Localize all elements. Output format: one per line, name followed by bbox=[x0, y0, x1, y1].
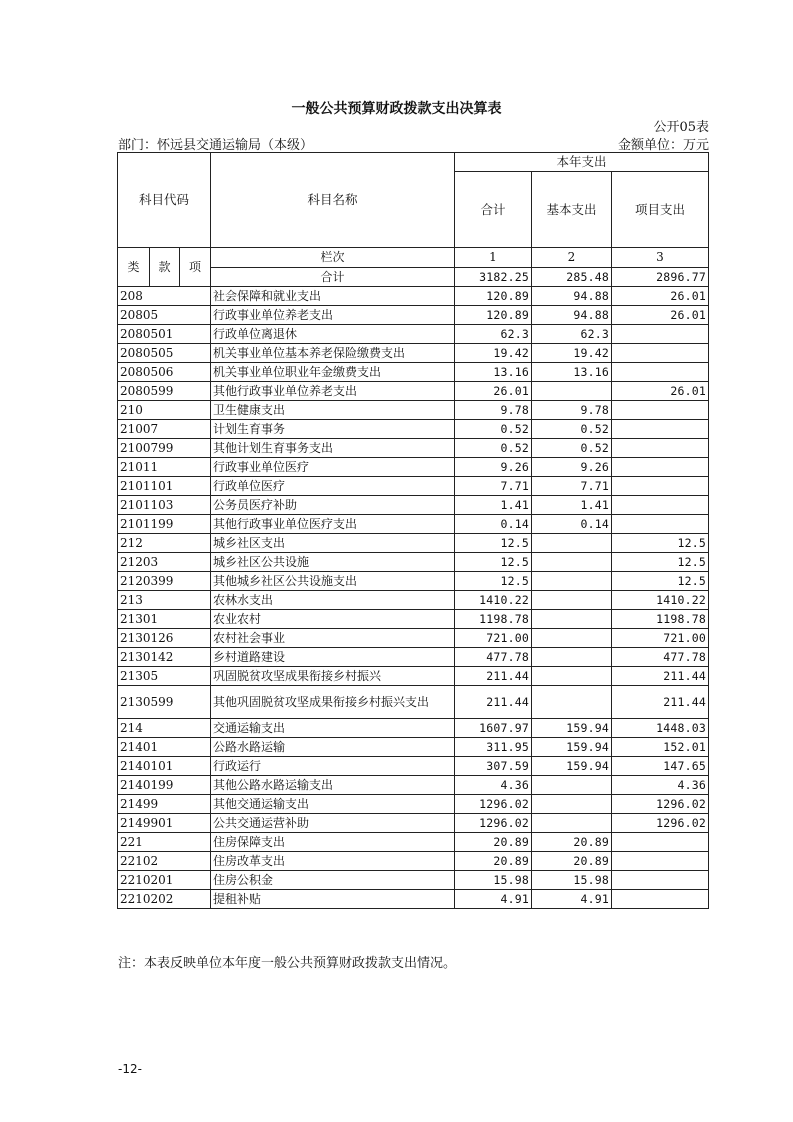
row-code: 2120399 bbox=[118, 572, 211, 591]
row-project: 26.01 bbox=[612, 306, 709, 325]
table-row bbox=[118, 287, 709, 306]
row-name: 其他城乡社区公共设施支出 bbox=[211, 572, 455, 591]
table-row bbox=[118, 776, 709, 795]
page-number: -12- bbox=[118, 1062, 142, 1076]
row-basic bbox=[532, 629, 612, 648]
table-row bbox=[118, 553, 709, 572]
row-name: 其他公路水路运输支出 bbox=[211, 776, 455, 795]
row-project bbox=[612, 401, 709, 420]
row-total: 1607.97 bbox=[455, 719, 532, 738]
row-code: 21301 bbox=[118, 610, 211, 629]
table-row bbox=[118, 629, 709, 648]
row-total: 20.89 bbox=[455, 833, 532, 852]
row-basic: 13.16 bbox=[532, 363, 612, 382]
row-name: 农村社会事业 bbox=[211, 629, 455, 648]
row-project: 1198.78 bbox=[612, 610, 709, 629]
row-total: 0.14 bbox=[455, 515, 532, 534]
row-total: 120.89 bbox=[455, 306, 532, 325]
row-basic: 4.91 bbox=[532, 890, 612, 909]
table-row bbox=[118, 890, 709, 909]
row-name: 城乡社区支出 bbox=[211, 534, 455, 553]
row-name: 公路水路运输 bbox=[211, 738, 455, 757]
row-name: 其他交通运输支出 bbox=[211, 795, 455, 814]
row-project: 26.01 bbox=[612, 287, 709, 306]
row-name: 计划生育事务 bbox=[211, 420, 455, 439]
row-project: 26.01 bbox=[612, 382, 709, 401]
row-code: 21203 bbox=[118, 553, 211, 572]
header-project: 项目支出 bbox=[612, 172, 709, 248]
header-col3: 3 bbox=[612, 248, 709, 268]
table-row bbox=[118, 477, 709, 496]
row-basic bbox=[532, 572, 612, 591]
table-row bbox=[118, 757, 709, 776]
row-basic: 94.88 bbox=[532, 287, 612, 306]
row-code: 2140199 bbox=[118, 776, 211, 795]
header-lanci: 栏次 bbox=[211, 248, 455, 268]
row-basic: 62.3 bbox=[532, 325, 612, 344]
row-basic bbox=[532, 795, 612, 814]
row-total: 4.36 bbox=[455, 776, 532, 795]
row-basic bbox=[532, 776, 612, 795]
row-code: 2210202 bbox=[118, 890, 211, 909]
row-name: 行政事业单位养老支出 bbox=[211, 306, 455, 325]
row-basic: 7.71 bbox=[532, 477, 612, 496]
row-total: 1296.02 bbox=[455, 814, 532, 833]
row-project bbox=[612, 871, 709, 890]
table-row bbox=[118, 719, 709, 738]
table-row bbox=[118, 515, 709, 534]
row-basic: 20.89 bbox=[532, 833, 612, 852]
row-basic bbox=[532, 591, 612, 610]
row-code: 2101199 bbox=[118, 515, 211, 534]
table-row bbox=[118, 363, 709, 382]
row-name: 公共交通运营补助 bbox=[211, 814, 455, 833]
header-xiang: 项 bbox=[180, 248, 211, 287]
table-row bbox=[118, 738, 709, 757]
row-total: 307.59 bbox=[455, 757, 532, 776]
row-basic: 20.89 bbox=[532, 852, 612, 871]
header-subject-name: 科目名称 bbox=[211, 153, 455, 248]
table-row bbox=[118, 795, 709, 814]
row-name: 卫生健康支出 bbox=[211, 401, 455, 420]
row-total: 7.71 bbox=[455, 477, 532, 496]
table-row bbox=[118, 686, 709, 719]
table-row bbox=[118, 852, 709, 871]
row-code: 2149901 bbox=[118, 814, 211, 833]
row-code: 2130126 bbox=[118, 629, 211, 648]
header-kuan: 款 bbox=[150, 248, 180, 287]
row-project: 211.44 bbox=[612, 667, 709, 686]
total-row-label: 合计 bbox=[211, 267, 455, 287]
table-note: 注：本表反映单位本年度一般公共预算财政拨款支出情况。 bbox=[118, 956, 457, 971]
row-project: 1296.02 bbox=[612, 814, 709, 833]
department-label: 部门：怀远县交通运输局（本级） bbox=[118, 138, 314, 153]
row-project: 1448.03 bbox=[612, 719, 709, 738]
table-row bbox=[118, 439, 709, 458]
row-basic: 159.94 bbox=[532, 757, 612, 776]
row-total: 12.5 bbox=[455, 553, 532, 572]
row-basic: 159.94 bbox=[532, 719, 612, 738]
row-total: 211.44 bbox=[455, 667, 532, 686]
row-name: 机关事业单位职业年金缴费支出 bbox=[211, 363, 455, 382]
row-name: 住房公积金 bbox=[211, 871, 455, 890]
row-name: 行政运行 bbox=[211, 757, 455, 776]
header-lei: 类 bbox=[118, 248, 150, 287]
header-current-year: 本年支出 bbox=[455, 153, 709, 172]
row-basic bbox=[532, 686, 612, 719]
row-project bbox=[612, 420, 709, 439]
table-row bbox=[118, 667, 709, 686]
table-row bbox=[118, 344, 709, 363]
row-total: 62.3 bbox=[455, 325, 532, 344]
row-code: 2080506 bbox=[118, 363, 211, 382]
row-total: 20.89 bbox=[455, 852, 532, 871]
table-row bbox=[118, 325, 709, 344]
row-code: 21499 bbox=[118, 795, 211, 814]
row-project bbox=[612, 439, 709, 458]
row-name: 提租补贴 bbox=[211, 890, 455, 909]
row-name: 其他巩固脱贫攻坚成果衔接乡村振兴支出 bbox=[211, 686, 455, 719]
row-project bbox=[612, 496, 709, 515]
total-row-project: 2896.77 bbox=[612, 267, 709, 287]
row-basic bbox=[532, 814, 612, 833]
row-total: 311.95 bbox=[455, 738, 532, 757]
row-code: 2130599 bbox=[118, 686, 211, 719]
row-code: 2101101 bbox=[118, 477, 211, 496]
row-basic: 1.41 bbox=[532, 496, 612, 515]
row-name: 城乡社区公共设施 bbox=[211, 553, 455, 572]
row-project bbox=[612, 890, 709, 909]
page-title: 一般公共预算财政拨款支出决算表 bbox=[291, 101, 502, 117]
table-row bbox=[118, 833, 709, 852]
row-total: 1198.78 bbox=[455, 610, 532, 629]
row-project: 1296.02 bbox=[612, 795, 709, 814]
row-total: 1410.22 bbox=[455, 591, 532, 610]
table-row bbox=[118, 648, 709, 667]
table-row bbox=[118, 610, 709, 629]
row-basic: 19.42 bbox=[532, 344, 612, 363]
row-basic: 15.98 bbox=[532, 871, 612, 890]
row-name: 巩固脱贫攻坚成果衔接乡村振兴 bbox=[211, 667, 455, 686]
row-code: 21305 bbox=[118, 667, 211, 686]
row-project: 152.01 bbox=[612, 738, 709, 757]
header-col2: 2 bbox=[532, 248, 612, 268]
table-row bbox=[118, 572, 709, 591]
row-project: 147.65 bbox=[612, 757, 709, 776]
form-number: 公开05表 bbox=[653, 120, 709, 135]
row-code: 22102 bbox=[118, 852, 211, 871]
row-basic bbox=[532, 610, 612, 629]
row-basic: 0.14 bbox=[532, 515, 612, 534]
row-project bbox=[612, 515, 709, 534]
row-total: 4.91 bbox=[455, 890, 532, 909]
row-total: 19.42 bbox=[455, 344, 532, 363]
row-total: 15.98 bbox=[455, 871, 532, 890]
row-basic: 159.94 bbox=[532, 738, 612, 757]
row-code: 210 bbox=[118, 401, 211, 420]
row-name: 交通运输支出 bbox=[211, 719, 455, 738]
row-project bbox=[612, 325, 709, 344]
row-project bbox=[612, 833, 709, 852]
expenditure-table bbox=[117, 152, 709, 909]
unit-label: 金额单位：万元 bbox=[617, 138, 709, 153]
total-row-basic: 285.48 bbox=[532, 267, 612, 287]
row-total: 211.44 bbox=[455, 686, 532, 719]
total-row-total: 3182.25 bbox=[455, 267, 532, 287]
row-basic bbox=[532, 667, 612, 686]
header-total: 合计 bbox=[455, 172, 532, 248]
row-name: 行政事业单位医疗 bbox=[211, 458, 455, 477]
row-total: 9.78 bbox=[455, 401, 532, 420]
row-code: 2140101 bbox=[118, 757, 211, 776]
row-code: 2080501 bbox=[118, 325, 211, 344]
row-code: 21011 bbox=[118, 458, 211, 477]
row-project bbox=[612, 852, 709, 871]
row-total: 12.5 bbox=[455, 534, 532, 553]
row-total: 721.00 bbox=[455, 629, 532, 648]
row-name: 行政单位医疗 bbox=[211, 477, 455, 496]
row-name: 社会保障和就业支出 bbox=[211, 287, 455, 306]
row-name: 住房改革支出 bbox=[211, 852, 455, 871]
row-name: 住房保障支出 bbox=[211, 833, 455, 852]
table-row bbox=[118, 382, 709, 401]
row-code: 221 bbox=[118, 833, 211, 852]
row-name: 行政单位离退休 bbox=[211, 325, 455, 344]
row-code: 2100799 bbox=[118, 439, 211, 458]
row-code: 2101103 bbox=[118, 496, 211, 515]
row-total: 26.01 bbox=[455, 382, 532, 401]
row-name: 农业农村 bbox=[211, 610, 455, 629]
row-project bbox=[612, 458, 709, 477]
row-code: 20805 bbox=[118, 306, 211, 325]
row-code: 208 bbox=[118, 287, 211, 306]
table-row bbox=[118, 591, 709, 610]
table-row bbox=[118, 814, 709, 833]
row-project: 12.5 bbox=[612, 572, 709, 591]
row-code: 212 bbox=[118, 534, 211, 553]
row-total: 120.89 bbox=[455, 287, 532, 306]
row-name: 机关事业单位基本养老保险缴费支出 bbox=[211, 344, 455, 363]
table-row bbox=[118, 458, 709, 477]
row-basic: 0.52 bbox=[532, 439, 612, 458]
row-basic: 9.78 bbox=[532, 401, 612, 420]
row-project: 721.00 bbox=[612, 629, 709, 648]
row-total: 1.41 bbox=[455, 496, 532, 515]
table-row bbox=[118, 420, 709, 439]
row-project: 12.5 bbox=[612, 534, 709, 553]
header-basic: 基本支出 bbox=[532, 172, 612, 248]
row-name: 公务员医疗补助 bbox=[211, 496, 455, 515]
row-code: 21401 bbox=[118, 738, 211, 757]
row-project: 12.5 bbox=[612, 553, 709, 572]
row-basic: 0.52 bbox=[532, 420, 612, 439]
row-name: 其他计划生育事务支出 bbox=[211, 439, 455, 458]
row-code: 2080599 bbox=[118, 382, 211, 401]
row-project bbox=[612, 344, 709, 363]
row-total: 0.52 bbox=[455, 439, 532, 458]
row-code: 213 bbox=[118, 591, 211, 610]
row-total: 13.16 bbox=[455, 363, 532, 382]
table-row bbox=[118, 401, 709, 420]
row-total: 12.5 bbox=[455, 572, 532, 591]
table-row bbox=[118, 871, 709, 890]
row-total: 1296.02 bbox=[455, 795, 532, 814]
row-project bbox=[612, 363, 709, 382]
table-row bbox=[118, 534, 709, 553]
row-basic bbox=[532, 648, 612, 667]
header-subject-code: 科目代码 bbox=[118, 153, 211, 248]
table-row bbox=[118, 496, 709, 515]
row-code: 2080505 bbox=[118, 344, 211, 363]
row-name: 其他行政事业单位医疗支出 bbox=[211, 515, 455, 534]
row-name: 乡村道路建设 bbox=[211, 648, 455, 667]
row-basic: 94.88 bbox=[532, 306, 612, 325]
row-name: 其他行政事业单位养老支出 bbox=[211, 382, 455, 401]
row-project: 477.78 bbox=[612, 648, 709, 667]
row-basic bbox=[532, 553, 612, 572]
row-code: 2210201 bbox=[118, 871, 211, 890]
row-code: 2130142 bbox=[118, 648, 211, 667]
row-basic: 9.26 bbox=[532, 458, 612, 477]
row-project: 4.36 bbox=[612, 776, 709, 795]
header-col1: 1 bbox=[455, 248, 532, 268]
row-total: 9.26 bbox=[455, 458, 532, 477]
row-code: 21007 bbox=[118, 420, 211, 439]
row-project: 1410.22 bbox=[612, 591, 709, 610]
row-basic bbox=[532, 534, 612, 553]
row-project bbox=[612, 477, 709, 496]
row-name: 农林水支出 bbox=[211, 591, 455, 610]
table-row bbox=[118, 306, 709, 325]
row-code: 214 bbox=[118, 719, 211, 738]
row-total: 0.52 bbox=[455, 420, 532, 439]
row-basic bbox=[532, 382, 612, 401]
row-project: 211.44 bbox=[612, 686, 709, 719]
row-total: 477.78 bbox=[455, 648, 532, 667]
